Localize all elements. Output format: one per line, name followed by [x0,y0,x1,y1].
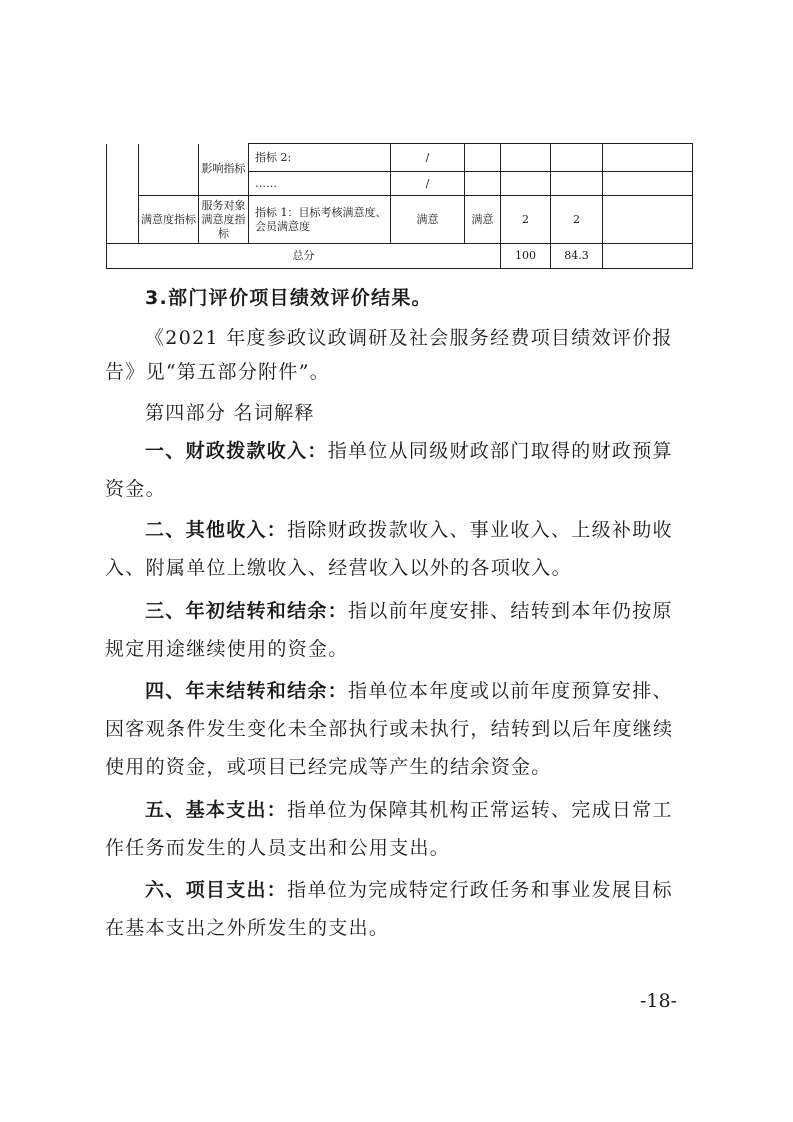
total-score-b: 84.3 [551,244,603,269]
table-cell [501,144,551,172]
section-3-line-1: 《2021 年度参政议政调研及社会服务经费项目绩效评价报 [145,327,673,349]
part-4-title: 第四部分 名词解释 [145,402,315,424]
term-6-line-2: 在基本支出之外所发生的支出。 [105,917,390,939]
term-3-text: 指以前年度安排、结转到本年仍按原 [348,600,673,622]
term-2-text: 指除财政拨款收入、事业收入、上级补助收 [287,519,673,541]
term-1-line-2: 资金。 [105,478,166,500]
table-cell: 满意 [465,196,501,244]
term-5-label: 五、基本支出： [145,799,288,821]
total-score-a: 100 [501,244,551,269]
term-1-text: 指单位从同级财政部门取得的财政预算 [327,440,673,462]
table-cell [603,244,693,269]
table-cell: 2 [501,196,551,244]
term-4-line-3: 使用的资金，或项目已经完成等产生的结余资金。 [105,756,552,778]
page-number: -18- [640,990,678,1012]
term-5-line-2: 作任务而发生的人员支出和公用支出。 [105,837,451,859]
table-cell: …… [249,172,391,196]
term-6-text: 指单位为完成特定行政任务和事业发展目标 [287,879,673,901]
term-3-label: 三、年初结转和结余： [145,600,349,622]
table-cell [501,172,551,196]
table-cell: 指标 1：目标考核满意度、会员满意度 [249,196,391,244]
term-4-label: 四、年末结转和结余： [145,680,349,702]
performance-table [106,143,693,269]
table-cell: / [391,172,465,196]
table-cell [139,144,199,196]
term-5 [105,795,695,875]
part-4-title-block [105,398,695,428]
table-cell [603,196,693,244]
table-cell: 服务对象满意度指标 [199,196,249,244]
term-3 [105,596,695,676]
term-2-label: 二、其他收入： [145,519,288,541]
table-cell [603,144,693,172]
table-cell: 2 [551,196,603,244]
table-cell [551,144,603,172]
table-row [107,196,693,244]
table-row-total [107,244,693,269]
section-3-heading: 3.部门评价项目绩效评价结果。 [145,287,432,309]
term-4-text: 指单位本年度或以前年度预算安排、 [348,680,673,702]
term-4 [105,676,695,796]
term-3-line-2: 规定用途继续使用的资金。 [105,638,349,660]
section-3-line-2: 告》见“第五部分附件”。 [105,361,331,383]
table-cell: 指标 2: [249,144,391,172]
table-cell: / [391,144,465,172]
term-5-text: 指单位为保障其机构正常运转、完成日常工 [287,799,673,821]
table-cell: 影响指标 [199,144,249,196]
table-cell [465,144,501,172]
term-6-label: 六、项目支出： [145,879,288,901]
table-cell: 满意 [391,196,465,244]
term-2-line-2: 入、附属单位上缴收入、经营收入以外的各项收入。 [105,557,572,579]
table-cell: 满意度指标 [139,196,199,244]
term-1-label: 一、财政拨款收入： [145,440,328,462]
table-cell [603,172,693,196]
total-label: 总分 [107,244,501,269]
table-cell [551,172,603,196]
table-cell [465,172,501,196]
term-1 [105,436,695,516]
term-4-line-2: 因客观条件发生变化未全部执行或未执行，结转到以后年度继续 [105,718,674,740]
table-row [107,144,693,172]
section-3 [105,283,695,383]
table-cell [107,144,139,244]
term-6 [105,875,695,955]
term-2 [105,515,695,595]
